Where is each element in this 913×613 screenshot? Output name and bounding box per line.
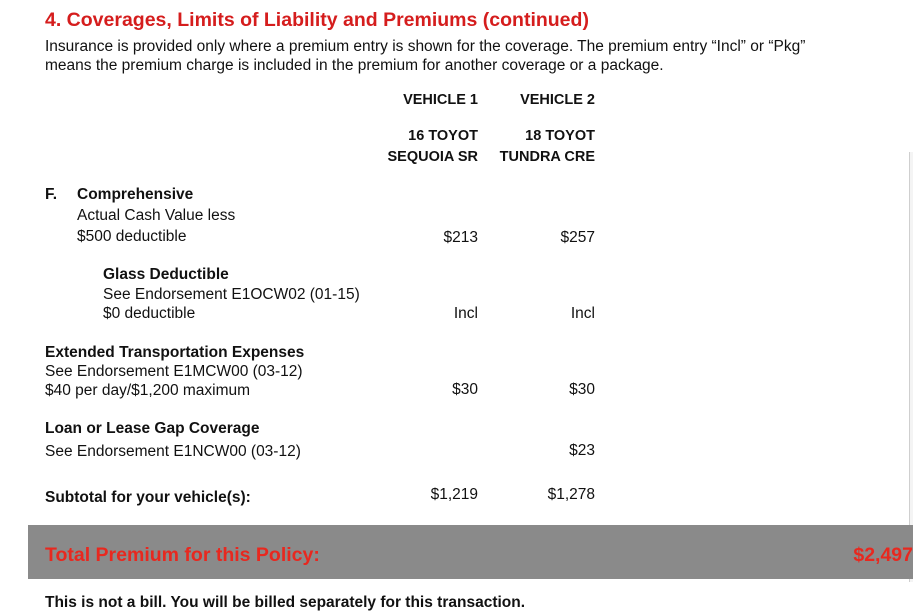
vehicle-2-model-line1: 18 TOYOT — [525, 128, 595, 144]
vehicle-2-header: VEHICLE 2 — [520, 92, 595, 108]
transportation-vehicle-2-premium: $30 — [569, 381, 595, 398]
intro-line-2: means the premium charge is included in the premium for another coverage or a package. — [45, 57, 664, 74]
vehicle-1-model-line1: 16 TOYOT — [408, 128, 478, 144]
intro-text — [45, 37, 805, 75]
comprehensive-vehicle-1-premium: $213 — [443, 229, 478, 246]
vehicle-1-header: VEHICLE 1 — [403, 92, 478, 108]
glass-deductible-title: Glass Deductible — [103, 266, 229, 283]
comprehensive-title: Comprehensive — [77, 186, 194, 203]
transportation-endorsement: See Endorsement E1MCW00 (03-12) — [45, 363, 303, 380]
glass-vehicle-1-premium: Incl — [453, 305, 478, 322]
glass-vehicle-2-premium: Incl — [570, 305, 595, 322]
glass-deductible-amount: $0 deductible — [103, 305, 196, 322]
intro-line-1: Insurance is provided only where a premium entry is shown for the coverage. The premium entry “Incl” or “Pkg” — [45, 38, 806, 55]
gap-coverage-endorsement: See Endorsement E1NCW00 (03-12) — [45, 443, 301, 460]
subtotal-vehicle-2: $1,278 — [547, 486, 595, 503]
vehicle-2-model-line2: TUNDRA CRE — [499, 149, 595, 165]
subtotal-vehicle-1: $1,219 — [430, 486, 478, 503]
vehicle-1-model-line2: SEQUOIA SR — [387, 149, 478, 165]
page-edge-strip — [909, 152, 913, 582]
comprehensive-desc-line2: $500 deductible — [77, 228, 187, 245]
transportation-vehicle-1-premium: $30 — [452, 381, 478, 398]
total-premium-label: Total Premium for this Policy: — [45, 544, 320, 566]
subtotal-label: Subtotal for your vehicle(s): — [45, 489, 251, 506]
gap-vehicle-2-premium: $23 — [569, 442, 595, 459]
transportation-title: Extended Transportation Expenses — [45, 344, 305, 361]
gap-coverage-title: Loan or Lease Gap Coverage — [45, 420, 260, 437]
comprehensive-desc-line1: Actual Cash Value less — [77, 207, 236, 224]
section-title: 4. Coverages, Limits of Liability and Premiums (continued) — [45, 9, 589, 31]
glass-deductible-endorsement: See Endorsement E1OCW02 (01-15) — [103, 286, 360, 303]
billing-notice: This is not a bill. You will be billed separately for this transaction. — [45, 594, 526, 611]
total-premium-value: $2,497 — [853, 544, 913, 566]
transportation-limit: $40 per day/$1,200 maximum — [45, 382, 251, 399]
coverage-letter: F. — [45, 186, 58, 203]
comprehensive-vehicle-2-premium: $257 — [560, 229, 595, 246]
